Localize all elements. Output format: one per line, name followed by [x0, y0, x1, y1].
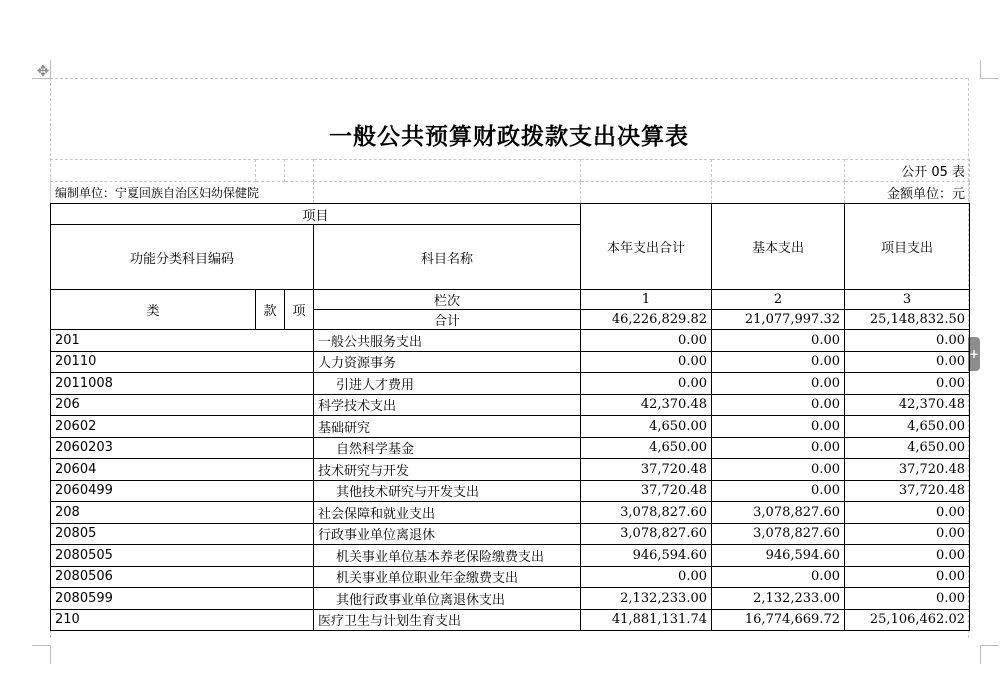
ghost-cell	[314, 160, 581, 182]
row-name: 行政事业单位离退休	[314, 523, 581, 545]
row-project-expenditure: 0.00	[845, 351, 970, 373]
row-code: 20805	[51, 523, 314, 545]
crop-mark-top-right	[980, 60, 999, 79]
ghost-cell	[285, 160, 314, 182]
header-name: 科目名称	[314, 225, 581, 290]
row-name: 其他行政事业单位离退休支出	[314, 588, 581, 610]
table-row	[51, 480, 970, 502]
row-name: 技术研究与开发	[314, 459, 581, 481]
table-row	[51, 566, 970, 588]
row-total: 37,720.48	[581, 480, 712, 502]
table-row	[51, 330, 970, 352]
row-project-expenditure: 0.00	[845, 588, 970, 610]
row-total: 0.00	[581, 566, 712, 588]
row-code: 208	[51, 502, 314, 524]
summary-label: 合计	[314, 310, 581, 330]
row-basic: 0.00	[712, 351, 845, 373]
row-name: 其他技术研究与开发支出	[314, 480, 581, 502]
header-project-expenditure: 项目支出	[845, 204, 970, 290]
row-basic: 3,078,827.60	[712, 502, 845, 524]
row-basic: 3,078,827.60	[712, 523, 845, 545]
row-total: 3,078,827.60	[581, 523, 712, 545]
row-total: 946,594.60	[581, 545, 712, 567]
reporting-unit-label: 编制单位：宁夏回族自治区妇幼保健院	[55, 186, 260, 200]
row-total: 41,881,131.74	[581, 609, 712, 631]
expenditure-table	[50, 159, 970, 631]
row-name: 人力资源事务	[314, 351, 581, 373]
header-code: 功能分类科目编码	[51, 225, 314, 290]
row-code: 2060203	[51, 437, 314, 459]
header-total: 本年支出合计	[581, 204, 712, 290]
page-margin-guide-top	[50, 78, 968, 79]
row-project-expenditure: 0.00	[845, 330, 970, 352]
table-row	[51, 523, 970, 545]
row-code: 201	[51, 330, 314, 352]
row-basic: 946,594.60	[712, 545, 845, 567]
row-total: 4,650.00	[581, 416, 712, 438]
ghost-cell	[581, 160, 712, 182]
row-project-expenditure: 0.00	[845, 373, 970, 395]
header-basic: 基本支出	[712, 204, 845, 290]
ghost-cell	[712, 182, 845, 204]
header-project: 项目	[51, 204, 581, 225]
summary-total: 46,226,829.82	[581, 310, 712, 330]
row-code: 20604	[51, 459, 314, 481]
row-basic: 0.00	[712, 437, 845, 459]
ghost-cell	[51, 160, 256, 182]
row-total: 4,650.00	[581, 437, 712, 459]
row-code: 2080506	[51, 566, 314, 588]
crop-mark-bottom-right	[980, 645, 999, 664]
header-kuan: 款	[256, 290, 285, 330]
table-row	[51, 416, 970, 438]
row-project-expenditure: 0.00	[845, 545, 970, 567]
row-project-expenditure: 42,370.48	[845, 394, 970, 416]
row-name: 自然科学基金	[314, 437, 581, 459]
row-name: 医疗卫生与计划生育支出	[314, 609, 581, 631]
row-basic: 0.00	[712, 459, 845, 481]
row-code: 2060499	[51, 480, 314, 502]
ghost-cell	[256, 160, 285, 182]
row-total: 0.00	[581, 330, 712, 352]
amount-unit: 金额单位：元	[845, 182, 970, 204]
row-name: 一般公共服务支出	[314, 330, 581, 352]
table-row	[51, 394, 970, 416]
row-name: 基础研究	[314, 416, 581, 438]
summary-basic: 21,077,997.32	[712, 310, 845, 330]
row-project-expenditure: 0.00	[845, 502, 970, 524]
header-lei: 类	[51, 290, 256, 330]
table-row	[51, 502, 970, 524]
row-project-expenditure: 0.00	[845, 566, 970, 588]
table-row	[51, 545, 970, 567]
row-project-expenditure: 4,650.00	[845, 416, 970, 438]
row-basic: 0.00	[712, 416, 845, 438]
row-code: 206	[51, 394, 314, 416]
table-number: 公开 05 表	[845, 160, 970, 182]
row-project-expenditure: 0.00	[845, 523, 970, 545]
table-row	[51, 437, 970, 459]
row-basic: 0.00	[712, 394, 845, 416]
row-total: 0.00	[581, 373, 712, 395]
ghost-cell	[581, 182, 712, 204]
table-row	[51, 351, 970, 373]
table-move-handle-icon[interactable]: ✥	[36, 62, 50, 80]
row-basic: 0.00	[712, 330, 845, 352]
row-project-expenditure: 37,720.48	[845, 459, 970, 481]
column-index-3: 3	[845, 290, 970, 310]
row-code: 20110	[51, 351, 314, 373]
row-total: 37,720.48	[581, 459, 712, 481]
column-index-1: 1	[581, 290, 712, 310]
row-basic: 16,774,669.72	[712, 609, 845, 631]
row-basic: 0.00	[712, 480, 845, 502]
row-total: 42,370.48	[581, 394, 712, 416]
row-basic: 0.00	[712, 373, 845, 395]
data-rows	[51, 330, 970, 631]
summary-project-expenditure: 25,148,832.50	[845, 310, 970, 330]
header-lanci: 栏次	[314, 290, 581, 310]
row-basic: 2,132,233.00	[712, 588, 845, 610]
row-name: 引进人才费用	[314, 373, 581, 395]
row-total: 0.00	[581, 351, 712, 373]
ghost-cell	[712, 160, 845, 182]
crop-mark-bottom-left	[32, 645, 51, 664]
row-project-expenditure: 25,106,462.02	[845, 609, 970, 631]
row-code: 2011008	[51, 373, 314, 395]
row-code: 2080505	[51, 545, 314, 567]
row-project-expenditure: 4,650.00	[845, 437, 970, 459]
row-name: 社会保障和就业支出	[314, 502, 581, 524]
row-code: 2080599	[51, 588, 314, 610]
row-basic: 0.00	[712, 566, 845, 588]
column-index-2: 2	[712, 290, 845, 310]
row-total: 3,078,827.60	[581, 502, 712, 524]
row-total: 2,132,233.00	[581, 588, 712, 610]
row-project-expenditure: 37,720.48	[845, 480, 970, 502]
table-row	[51, 373, 970, 395]
add-row-icon[interactable]: +	[968, 337, 980, 371]
reporting-unit	[51, 182, 314, 204]
table-row	[51, 609, 970, 631]
document-title: 一般公共预算财政拨款支出决算表	[329, 123, 689, 150]
row-name: 科学技术支出	[314, 394, 581, 416]
table-row	[51, 459, 970, 481]
table-row	[51, 588, 970, 610]
row-code: 20602	[51, 416, 314, 438]
row-name: 机关事业单位职业年金缴费支出	[314, 566, 581, 588]
row-name: 机关事业单位基本养老保险缴费支出	[314, 545, 581, 567]
header-xiang: 项	[285, 290, 314, 330]
row-code: 210	[51, 609, 314, 631]
ghost-cell	[314, 182, 581, 204]
